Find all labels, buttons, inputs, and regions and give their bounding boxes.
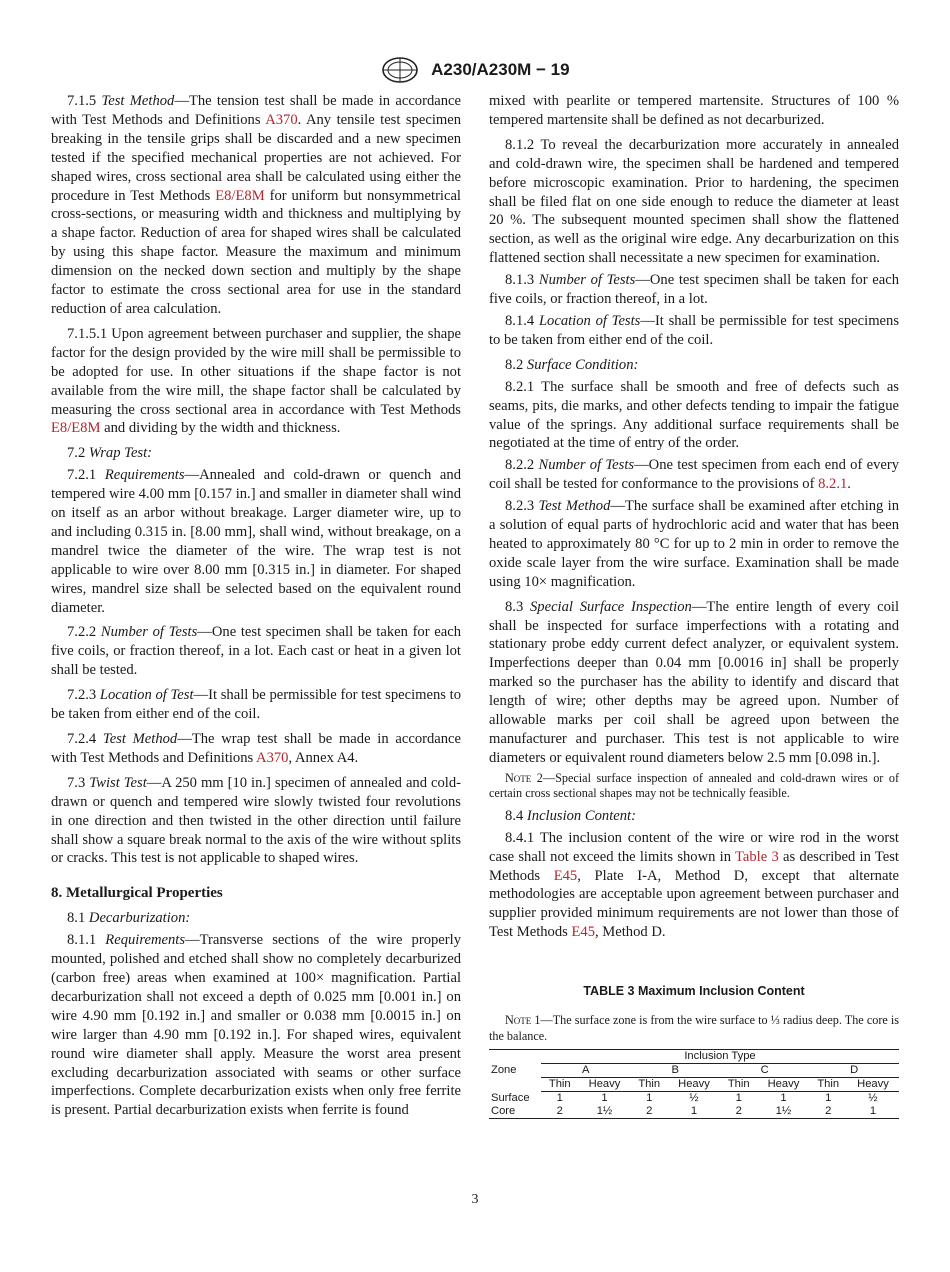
table-cell: 1 [847, 1105, 899, 1119]
table-row [489, 1105, 899, 1119]
sub-header: Heavy [579, 1078, 631, 1092]
link-a370[interactable]: A370 [265, 111, 298, 128]
sub-header: Heavy [847, 1078, 899, 1092]
table-cell: 1 [556, 1092, 563, 1105]
inclusion-type-header: Inclusion Type [541, 1050, 899, 1064]
para-8-2-3: 8.2.3 Test Method—The surface shall be examined after etching in a solution of equal parts of hydrochloric acid and water that has been heated to approximately 80 °C for up to 2 min in order to remove the oxide scale layer from the wire surface. Examination shall be made using 10× magnification. [489, 498, 899, 590]
para-8-1-4: 8.1.4 Location of Tests—It shall be permissible for test specimens to be taken from either end of the coil. [489, 312, 899, 348]
para-7-2-4: 7.2.4 Test Method—The wrap test shall be made in accordance with Test Methods and Definitions A370, Annex A4. [51, 731, 461, 766]
link-table-3[interactable]: Table 3 [735, 848, 779, 865]
table-cell: ½ [868, 1092, 878, 1105]
table-cell: 1 [780, 1092, 787, 1105]
para-8-4-1: 8.4.1 The inclusion content of the wire or wire rod in the worst case shall not exceed the limits shown in Table 3 as described in Test Methods E45, Plate I-A, Method D, except that alternate methodologies are acceptable upon agreement between purchaser and supplier provided minimum requirements are not lower than those of Test Methods E45, Method D. [489, 829, 899, 941]
table-cell: Core [489, 1105, 541, 1119]
para-7-1-5: 7.1.5 Test Method—The tension test shall be made in accordance with Test Methods and Definitions A370. Any tensile test specimen breaking in the tensile grips shall be discarded and a new specimen tested if the specified mechanical properties are not achieved. For shaped wires, cross sectional area shall be calculated using either the procedure in Test Methods E8/E8M for uniform but nonsymmetrical cross-sections, or measuring width and thickness and multiplying by a shape factor. Reduction of area for shaped wires shall be calculated by using this shape factor. Measure the maximum and minimum dimension on the necked down section and multiply by the shape factor to estimate the cross sectional area for use in the standard reduction of area calculation. [51, 93, 462, 317]
sub-header: Thin [720, 1078, 758, 1092]
para-8-1: 8.1 Decarburization: [67, 910, 191, 927]
astm-logo-icon [380, 56, 420, 84]
para-8-2: 8.2 Surface Condition: [505, 356, 639, 373]
table-cell: ½ [689, 1092, 699, 1105]
para-8-1-2: 8.1.2 To reveal the decarburization more accurately in annealed and cold-drawn wire, the specimen shall be hardened and tempered before microscopic examination. Prior to hardening, the specimen shall be filed flat on one side enough to reduce the diameter at least 20 %. The subsequent mounted specimen shall show the flattened section, as well as the original wire edge. Any decarburization on this flattened section shall necessitate a new specimen for examination. [489, 136, 899, 267]
para-8-2-2: 8.2.2 Number of Tests—One test specimen from each end of every coil shall be tested for conformance to the provisions of 8.2.1. [489, 457, 899, 493]
para-7-3: 7.3 Twist Test—A 250 mm [10 in.] specimen of annealed and cold-drawn or quench and tempered wire slowly twisted four revolutions in one direction and then twisted in the other direction until failure shall show a square break normal to the axis of the wire without splits or cracks. This test is not applicable to shaped wires. [51, 774, 461, 867]
table-row [489, 1092, 899, 1106]
section-heading-8: 8. Metallurgical Properties [51, 885, 223, 902]
table-3-note: Note 1—The surface zone is from the wire surface to ⅓ radius deep. The core is the balance. [489, 1013, 900, 1043]
table-cell: 2 [720, 1105, 758, 1119]
table-cell: 2 [809, 1105, 847, 1119]
type-header: A [541, 1064, 630, 1078]
document-designation: A230/A230M − 19 [431, 60, 570, 79]
para-7-2-3: 7.2.3 Location of Test—It shall be permissible for test specimens to be taken from either end of the coil. [51, 687, 461, 723]
zone-header: Zone [489, 1050, 541, 1092]
table-cell: 2 [630, 1105, 668, 1119]
para-8-4: 8.4 Inclusion Content: [505, 807, 636, 824]
link-e45[interactable]: E45 [571, 924, 595, 941]
table-cell: Surface [491, 1091, 530, 1104]
sub-header: Thin [809, 1078, 847, 1092]
type-header: C [720, 1064, 809, 1078]
para-7-2-1: 7.2.1 Requirements—Annealed and cold-drawn or quench and tempered wire 4.00 mm [0.157 in.] and smaller in diameter shall wind on itself as an arbor without breakage. Larger diameter wire, up to and including 0.315 in. [8.00 mm], shall wind, without breakage, on a mandrel twice the diameter of the wire. The wrap test is not applicable to wire over 8.00 mm [0.315 in.] in diameter. For shaped wires, mandrel size shall be selected based on the equivalent round diameter. [51, 467, 461, 616]
table-cell: 1 [601, 1092, 608, 1105]
sub-header: Thin [541, 1078, 579, 1092]
table-cell: 2 [541, 1105, 579, 1119]
page-header [0, 56, 950, 84]
table-cell: 1 [735, 1092, 742, 1105]
link-e8[interactable]: E8/E8M [51, 420, 101, 437]
para-7-1-5-1: 7.1.5.1 Upon agreement between purchaser and supplier, the shape factor for the design provided by the wire mill shall be permissible to be adopted for use. In other situations if the shape factor is not available from the wire mill, the shape factor shall be calculated by measuring the cross sectional area in accordance with Test Methods E8/E8M and dividing by the width and thickness. [51, 325, 461, 437]
table-3 [489, 1049, 899, 1119]
sub-header: Heavy [668, 1078, 720, 1092]
sub-header: Heavy [757, 1078, 809, 1092]
para-8-2-1: 8.2.1 The surface shall be smooth and free of defects such as seams, pits, die marks, and other defects tending to impair the fatigue value of the springs. Any additional surface requirements shall be negotiated at the time of entry of the order. [489, 378, 899, 452]
type-header: B [630, 1064, 719, 1078]
table-cell: 1½ [757, 1105, 809, 1119]
link-a370[interactable]: A370 [256, 749, 289, 766]
page-number: 3 [471, 1192, 479, 1207]
table-cell: 1 [668, 1105, 720, 1119]
table-cell: 1 [825, 1092, 832, 1105]
para-8-1-1: 8.1.1 Requirements—Transverse sections of the wire properly mounted, polished and etched shall show no completely decarburized (carbon free) areas when examined at 100× magnification. Partial decarburization shall not exceed a depth of 0.025 mm [0.001 in.] on wire 4.90 mm [0.192 in.] and smaller or 0.038 mm [0.0015 in.] on wire larger than 4.90 mm [0.192 in.]. For shaped wires, equivalent round wire diameter shall apply. Measure the worst area present excluding decarburization associated with seams or other surface imperfections. Complete decarburization exists when only free ferrite is present. Partial decarburization exists when ferrite is found [51, 932, 461, 1119]
link-8-2-1[interactable]: 8.2.1 [818, 476, 848, 493]
table-cell: 1½ [579, 1105, 631, 1119]
link-e8[interactable]: E8/E8M [215, 187, 265, 204]
note-2: Note 2—Special surface inspection of annealed and cold-drawn wires or of certain cross sectional shapes may not be technically feasible. [489, 770, 900, 801]
para-7-2-2: 7.2.2 Number of Tests—One test specimen shall be taken for each five coils, or fraction thereof, in a lot. Each cast or heat in a given lot shall be tested. [51, 624, 461, 679]
para-7-2: 7.2 Wrap Test: [67, 445, 153, 462]
table-cell: 1 [646, 1092, 653, 1105]
para-8-1-1-cont: mixed with pearlite or tempered martensite. Structures of 100 % tempered martensite shall be defined as not decarburized. [489, 93, 899, 128]
table-3-title: TABLE 3 Maximum Inclusion Content [583, 984, 805, 999]
para-8-3: 8.3 Special Surface Inspection—The entire length of every coil shall be inspected for surface imperfections with a rotating and stationary probe eddy current defect analyzer, or equivalent system. Imperfections deeper than 0.04 mm [0.0016 in] shall be properly marked so the purchaser has the ability to identify and discard that length of wire; other depths may be agreed upon. Number of allowable marks per coil shall be agreed upon between the manufacturer and purchaser. This test is not applicable to wire diameters or equivalent round diameters below 2.5 mm [0.098 in.]. [489, 598, 899, 766]
type-header: D [809, 1064, 899, 1078]
link-e45[interactable]: E45 [553, 867, 578, 884]
sub-header: Thin [630, 1078, 668, 1092]
para-8-1-3: 8.1.3 Number of Tests—One test specimen shall be taken for each five coils, or fraction thereof, in a lot. [489, 272, 899, 308]
left-column [51, 92, 461, 1123]
right-column [489, 92, 899, 1119]
